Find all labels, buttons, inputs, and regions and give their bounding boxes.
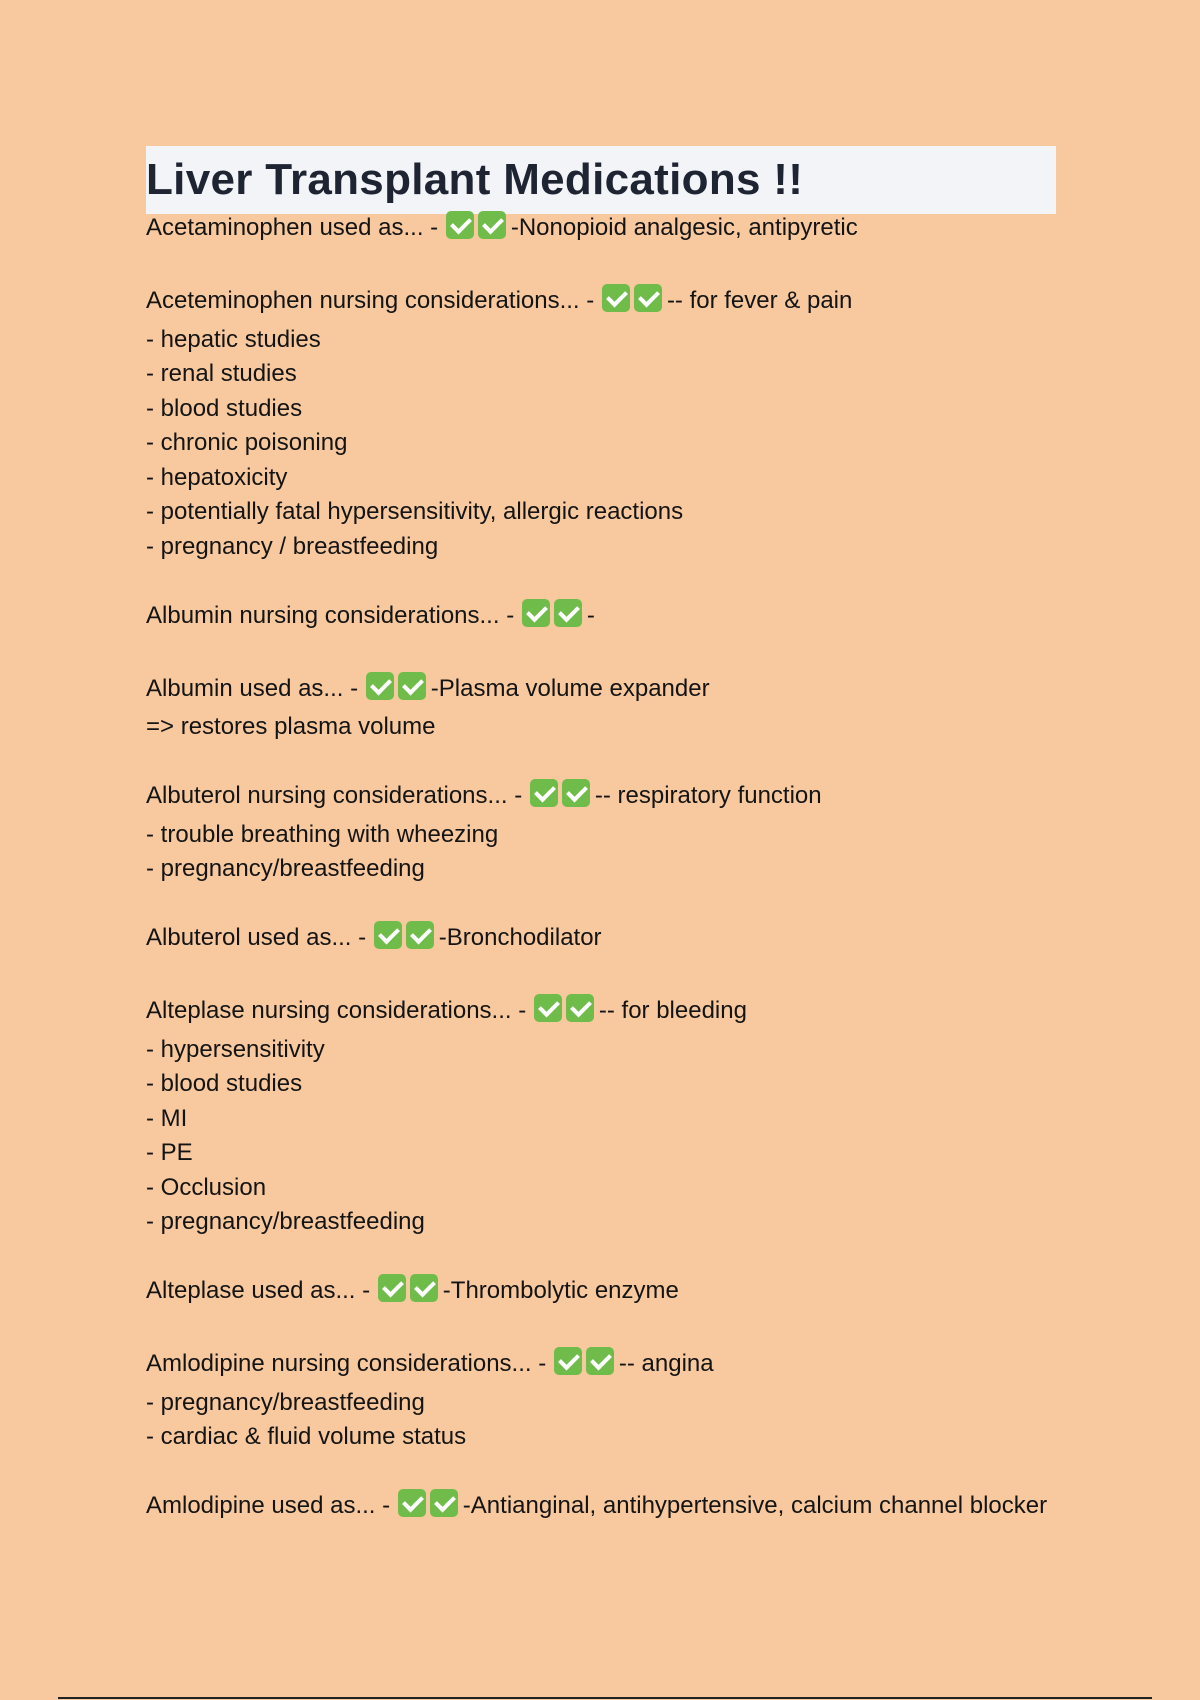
list-item: [146, 1274, 1056, 1313]
entry-detail: - pregnancy/breastfeeding: [146, 1208, 425, 1235]
page-divider: [58, 1697, 1152, 1699]
check-icons: [398, 1489, 462, 1528]
check-icons: [522, 599, 586, 638]
check-mark-icon: [534, 994, 562, 1022]
entry-line: [146, 1347, 1056, 1386]
list-item: [146, 599, 1056, 638]
entry-line: [146, 779, 1056, 818]
entry-detail: - MI: [146, 1104, 188, 1132]
check-icons: [446, 211, 510, 250]
entry-line: [146, 599, 1056, 638]
check-mark-icon: [554, 1347, 582, 1375]
entry-answer: -- for bleeding: [598, 997, 747, 1024]
flashcard-list: [146, 211, 1056, 1562]
entry-answer: -Bronchodilator: [438, 924, 602, 951]
entry-answer: -: [586, 601, 595, 629]
entry-detail: - pregnancy/breastfeeding: [146, 855, 425, 882]
check-mark-icon: [410, 1274, 438, 1302]
entry-detail: => restores plasma volume: [146, 713, 436, 740]
list-item: [146, 994, 1056, 1240]
entry-line: [146, 284, 1056, 323]
entry-detail: - chronic poisoning: [146, 429, 348, 456]
check-icons: [530, 779, 594, 818]
entry-detail: - PE: [146, 1139, 193, 1166]
check-mark-icon: [634, 284, 662, 312]
entry-line: [146, 672, 1056, 711]
entry-question: Albuterol nursing considerations... -: [146, 782, 523, 809]
entry-detail: - blood studies: [146, 1070, 303, 1097]
check-mark-icon: [406, 921, 434, 949]
entry-detail: - hepatic studies: [146, 325, 321, 353]
list-item: [146, 1489, 1056, 1528]
entry-line: [146, 921, 1056, 960]
check-mark-icon: [378, 1274, 406, 1302]
list-item: [146, 779, 1056, 887]
entry-answer: -- respiratory function: [594, 782, 822, 809]
entry-detail: - Occlusion: [146, 1173, 267, 1201]
check-mark-icon: [522, 599, 550, 627]
check-icons: [554, 1347, 618, 1386]
entry-question: Amlodipine nursing considerations... -: [146, 1350, 547, 1377]
entry-detail: - cardiac & fluid volume status: [146, 1423, 467, 1450]
check-mark-icon: [398, 1489, 426, 1517]
check-icons: [378, 1274, 442, 1313]
list-item: [146, 284, 1056, 564]
check-mark-icon: [554, 599, 582, 627]
check-mark-icon: [562, 779, 590, 807]
check-icons: [534, 994, 598, 1033]
entry-line: [146, 1489, 1056, 1528]
list-item: [146, 1347, 1056, 1455]
entry-line: [146, 211, 1056, 250]
entry-detail: - potentially fatal hypersensitivity, allergic reactions: [146, 498, 684, 525]
entry-answer: -- angina: [618, 1350, 714, 1377]
check-mark-icon: [530, 779, 558, 807]
entry-question: Albumin used as... -: [146, 674, 359, 702]
list-item: [146, 921, 1056, 960]
entry-answer: -Nonopioid analgesic, antipyretic: [510, 214, 858, 241]
check-icons: [602, 284, 666, 323]
entry-answer: -Thrombolytic enzyme: [442, 1277, 679, 1304]
entry-question: Amlodipine used as... -: [146, 1492, 391, 1519]
check-mark-icon: [374, 921, 402, 949]
entry-question: Aceteminophen nursing considerations... -: [146, 287, 595, 314]
entry-detail: - pregnancy/breastfeeding: [146, 1388, 425, 1416]
entry-answer: -Plasma volume expander: [430, 674, 710, 702]
entry-question: Alteplase nursing considerations... -: [146, 997, 527, 1024]
list-item: [146, 211, 1056, 250]
check-icons: [374, 921, 438, 960]
entry-detail: - pregnancy / breastfeeding: [146, 532, 439, 560]
entry-line: [146, 994, 1056, 1033]
entry-question: Albumin nursing considerations... -: [146, 601, 515, 629]
check-icons: [366, 672, 430, 711]
entry-detail: - blood studies: [146, 394, 303, 422]
page-title: Liver Transplant Medications !!: [146, 146, 1056, 214]
check-mark-icon: [366, 672, 394, 700]
entry-question: Acetaminophen used as... -: [146, 214, 439, 241]
check-mark-icon: [566, 994, 594, 1022]
check-mark-icon: [478, 211, 506, 239]
entry-question: Alteplase used as... -: [146, 1277, 371, 1304]
entry-detail: - hepatoxicity: [146, 463, 288, 491]
check-mark-icon: [602, 284, 630, 312]
check-mark-icon: [398, 672, 426, 700]
entry-answer: -Antianginal, antihypertensive, calcium channel blocker: [462, 1492, 1048, 1519]
check-mark-icon: [430, 1489, 458, 1517]
check-mark-icon: [446, 211, 474, 239]
entry-answer: -- for fever & pain: [666, 287, 853, 314]
entry-line: [146, 1274, 1056, 1313]
entry-question: Albuterol used as... -: [146, 924, 367, 951]
entry-detail: - hypersensitivity: [146, 1035, 325, 1063]
entry-detail: - trouble breathing with wheezing: [146, 820, 499, 848]
list-item: [146, 672, 1056, 745]
entry-detail: - renal studies: [146, 360, 297, 387]
check-mark-icon: [586, 1347, 614, 1375]
